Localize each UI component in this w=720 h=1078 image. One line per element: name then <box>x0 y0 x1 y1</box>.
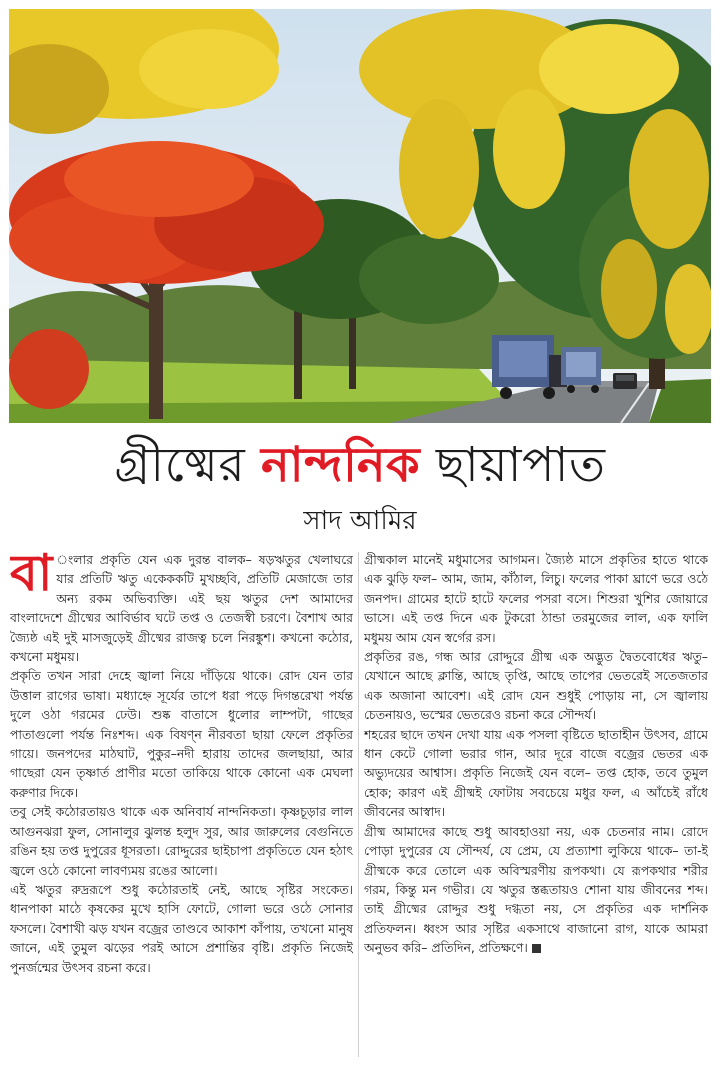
paragraph: বা ংলার প্রকৃতি যেন এক দুরন্ত বালক– ষড়ঋতুর খেলাঘরে যার প্রতিটি ঋতু একেককটি মুখচ্ছবি, প্রতিটি মেজাজে তার অন্য রকম অভিব্যক্তি। এই ছয় ঋতুর দেশ আমাদের বাংলাদেশে গ্রীষ্মের আবির্ভাব ঘটে তপ্ত ও তেজস্বী চরণে। বৈশাখ আর জ্যৈষ্ঠ এই দুই মাসজুড়েই গ্রীষ্মের রাজত্ব চলে নিরঙ্কুশ। কখনো কঠোর, কখনো মধুময়। <box>10 550 353 665</box>
paragraph: প্রকৃতি তখন সারা দেহে জ্বালা নিয়ে দাঁড়িয়ে থাকে। রোদ যেন তার উত্তাল রাগের ভাষা। মধ্যাহ্নে সূর্যের তাপে ধরা পড়ে দিগন্তরেখা পর্যন্ত দুলে ওঠা গরমের ঢেউ। শুষ্ক বাতাসে ধুলোর লাম্পটা, গাছের পাতাগুলো পর্যন্ত নিঃশব্দ। এক বিষণ্ন নীরবতা ছায়া ফেলে প্রকৃতির গায়ে। জনপদের মাঠঘাট, পুকুর–নদী হারায় তাদের জলছায়া, আর গাছেরা যেন তৃষ্ণার্ত প্রাণীর মতো তাকিয়ে থাকে কোনো এক মেঘলা করুণার দিকে। <box>10 668 353 800</box>
tree-lined-road-illustration <box>9 9 711 423</box>
paragraph: তবু সেই কঠোরতায়ও থাকে এক অনিবার্য নান্দনিকতা। কৃষ্ণচূড়ার লাল আগুনঝরা ফুল, সোনালুর ঝুলন্ত হলুদ সুর, আর জারুলের বেগুনিতে রঙিন হয় তপ্ত দুপুরের ধূসরতা। রোদ্দুরের ছাইচাপা প্রকৃতিতে যেন হঠাৎ জ্বলে ওঠে কোনো লাবণ্যময় রঙের আলো। <box>10 804 353 878</box>
paragraph: প্রকৃতির রঙ, গন্ধ আর রোদ্দুরে গ্রীষ্ম এক অদ্ভুত দ্বৈতবোধের ঋতু– যেখানে আছে ক্লান্তি, আছে তৃপ্তি, আছে তাপের ভেতরেই সতেজতার এক অজানা আবেশ। এই রোদ যেন শুধুই পোড়ায় না, সে জ্বালায় চেতনায়ও, ভস্মের ভেতরেও রচনা করে সৌন্দর্য। <box>364 649 708 723</box>
drop-cap: বা <box>10 550 53 602</box>
title-part-2-highlight: নান্দনিক <box>261 437 421 493</box>
paragraph: শহরের ছাদে তখন দেখা যায় এক পসলা বৃষ্টিতে ছাতাহীন উৎসব, গ্রামে ধান কেটে গোলা ভরার গান, আর দূরে বাজে বজ্রের ভেতর এক অভ্যুদয়ের আশ্বাস। প্রকৃতি নিজেই যেন বলে– তপ্ত হোক, তবে তুমুল হোক; কারণ এই গ্রীষ্মই ফোটায় সবচেয়ে মধুর ফল, এ আঁচেই রাঁধে জীবনের আস্বাদ। <box>364 726 708 820</box>
paragraph: গ্রীষ্মকাল মানেই মধুমাসের আগমন। জ্যৈষ্ঠ মাসে প্রকৃতির হাতে থাকে এক ঝুড়ি ফল– আম, জাম, কাঁঠাল, লিচু। ফলের পাকা ঘ্রাণে ভরে ওঠে জনপদ। গ্রামের হাটে হাটে ফলের পসরা বসে। শিশুরা খুশির জোয়ারে ভাসে। এই তপ্ত দিনে এক টুকরো ঠান্ডা তরমুজের লাল, এক ফালি মধুময় আম যেন স্বর্গের রস। <box>364 552 708 645</box>
car <box>613 373 637 389</box>
article-title <box>0 434 720 496</box>
article-column-left <box>10 550 353 1062</box>
article-column-right <box>364 550 708 1062</box>
hero-photo <box>9 9 711 423</box>
column-divider <box>358 552 359 1057</box>
title-part-1: গ্রীষ্মের <box>114 437 246 493</box>
title-part-3: ছায়াপাত <box>435 437 606 493</box>
paragraph: এই ঋতুর রুদ্ররূপে শুধু কঠোরতাই নেই, আছে সৃষ্টির সংকেত। ধানপাকা মাঠে কৃষকের মুখে হাসি ফোটে, গোলা ভরে ওঠে সোনার ফসলে। বৈশাখী ঝড় যখন বজ্রের তাণ্ডবে আকাশ কাঁপায়, তখনো মানুষ জানে, এই তুমুল ঝড়ের পরই আসে প্রশান্তির বৃষ্টি। প্রকৃতি নিজেই পুনর্জন্মের উৎসব রচনা করে। <box>10 881 353 975</box>
author-byline: সাদ আমির <box>303 506 417 536</box>
paragraph: গ্রীষ্ম আমাদের কাছে শুধু আবহাওয়া নয়, এক চেতনার নাম। রোদে পোড়া দুপুরের যে সৌন্দর্য, যে প্রেম, যে প্রত্যাশা লুকিয়ে থাকে– তা-ই গ্রীষ্মকে করে তোলে এক অবিস্মরণীয় রূপকথা। যে রূপকথার শরীর গরম, কিন্তু মন গভীর। যে ঋতুর স্তব্ধতায়ও শোনা যায় জীবনের শব্দ। তাই গ্রীষ্মের রোদ্দুর শুধু দগ্ধতা নয়, সে প্রকৃতির এক দার্শনিক প্রতিফলন। ধ্বংস আর সৃষ্টির একসাথে বাজানো রাগ, যাকে আমরা অনুভব করি– প্রতিদিন, প্রতিক্ষণে। <box>364 823 708 956</box>
end-of-article-square-icon <box>532 944 541 953</box>
